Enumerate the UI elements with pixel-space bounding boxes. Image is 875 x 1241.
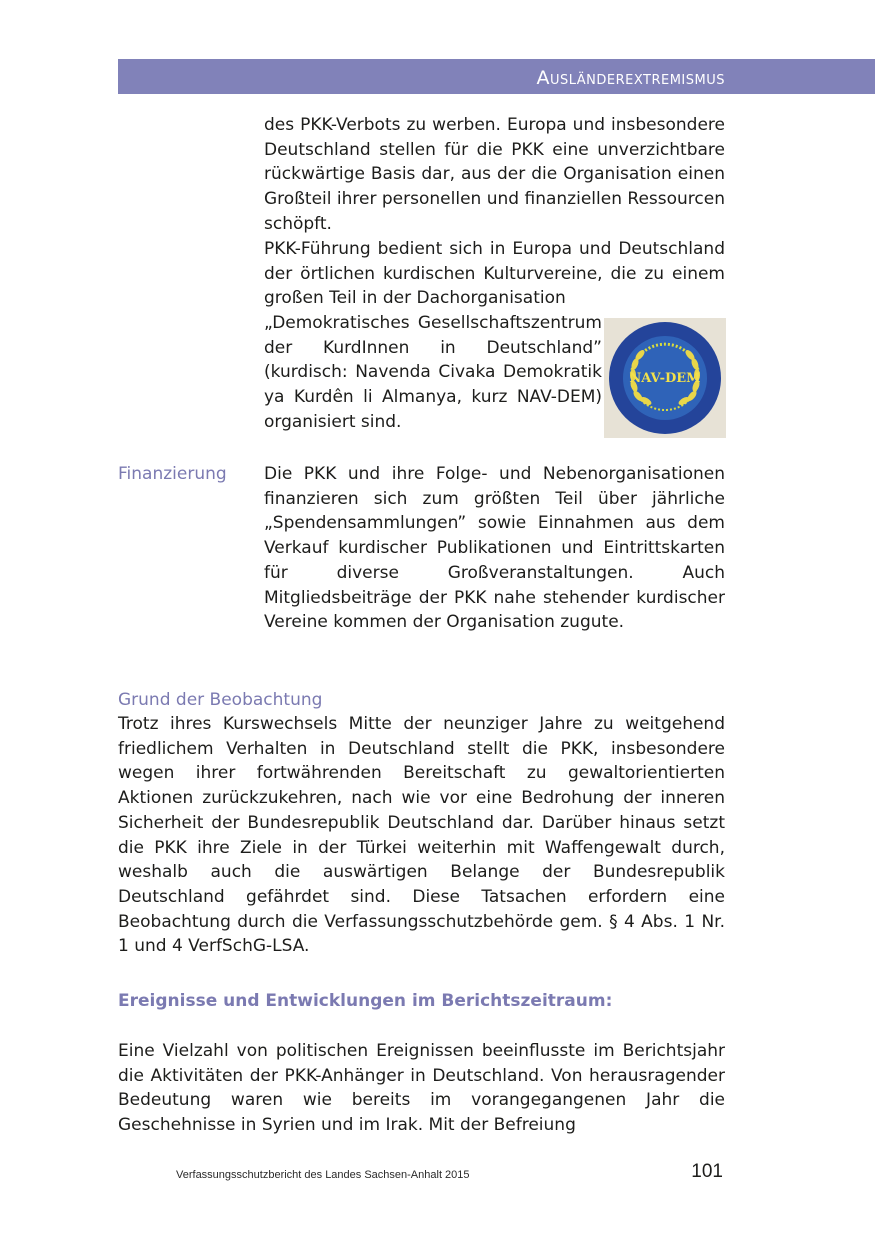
- financing-margin-label: Finanzierung: [118, 464, 227, 484]
- emblem-label: NAV-DEM: [629, 371, 701, 386]
- section-header-bar: [118, 59, 875, 94]
- footer-publication-title: Verfassungsschutzbericht des Landes Sachsen-Anhalt 2015: [176, 1169, 470, 1181]
- nav-dem-logo-icon: [604, 318, 726, 438]
- observation-paragraph: Trotz ihres Kurswechsels Mitte der neunziger Jahre zu weitgehend friedlichem Verhalten in Deutschland stellt die PKK, insbesondere wegen ihrer fortwährenden Bereitschaft zu gewaltorientierten Aktionen zurückzukehren, nach wie vor eine Bedrohung der inneren Sicherheit der Bundesrepublik Deutschland dar. Darüber hinaus setzt die PKK ihre Ziele in der Türkei weiterhin mit Waffengewalt durch, weshalb auch die auswärtigen Belange der Bundesrepublik Deutschland gefährdet sind. Diese Tatsachen erfordern eine Beobachtung durch die Verfassungsschutzbehörde gem. § 4 Abs. 1 Nr. 1 und 4 VerfSchG-LSA.: [118, 714, 725, 957]
- nav-dem-emblem: [604, 318, 726, 438]
- intro-paragraph-2-continued: „Demokratisches Gesellschaftszentrum der KurdInnen in Deutschland” (kurdisch: Navenda Civaka Demokratik ya Kurdên li Almanya, kurz NAV-DEM) organisiert sind.: [264, 313, 602, 432]
- page-number: 101: [691, 1161, 723, 1182]
- events-paragraph: Eine Vielzahl von politischen Ereignissen beeinflusste im Berichtsjahr die Aktivitäten der PKK-Anhänger in Deutschland. Von herausragender Bedeutung waren wie bereits im vorangegangenen Jahr die Geschehnisse in Syrien und im Irak. Mit der Befreiung: [118, 1041, 725, 1136]
- financing-paragraph: Die PKK und ihre Folge- und Nebenorganisationen finanzieren sich zum größten Teil über jährliche „Spendensammlungen” sowie Einnahmen aus dem Verkauf kurdischer Publikationen und Eintrittskarten für diverse Großveranstaltungen. Auch Mitgliedsbeiträge der PKK nahe stehender kurdischer Vereine kommen der Organisation zugute.: [264, 464, 725, 633]
- intro-paragraph-1: des PKK-Verbots zu werben. Europa und insbesondere Deutschland stellen für die PKK eine unverzichtbare rückwärtige Basis dar, aus der die Organisation einen Großteil ihrer personellen und finanziellen Ressourcen schöpft.: [264, 115, 725, 234]
- intro-paragraph-2: PKK-Führung bedient sich in Europa und Deutschland der örtlichen kurdischen Kulturvereine, die zu einem großen Teil in der Dachorganisation: [264, 239, 725, 309]
- section-title: Ausländerextremismus: [536, 67, 725, 89]
- observation-heading: Grund der Beobachtung: [118, 690, 323, 710]
- events-heading: Ereignisse und Entwicklungen im Berichtszeitraum:: [118, 991, 613, 1011]
